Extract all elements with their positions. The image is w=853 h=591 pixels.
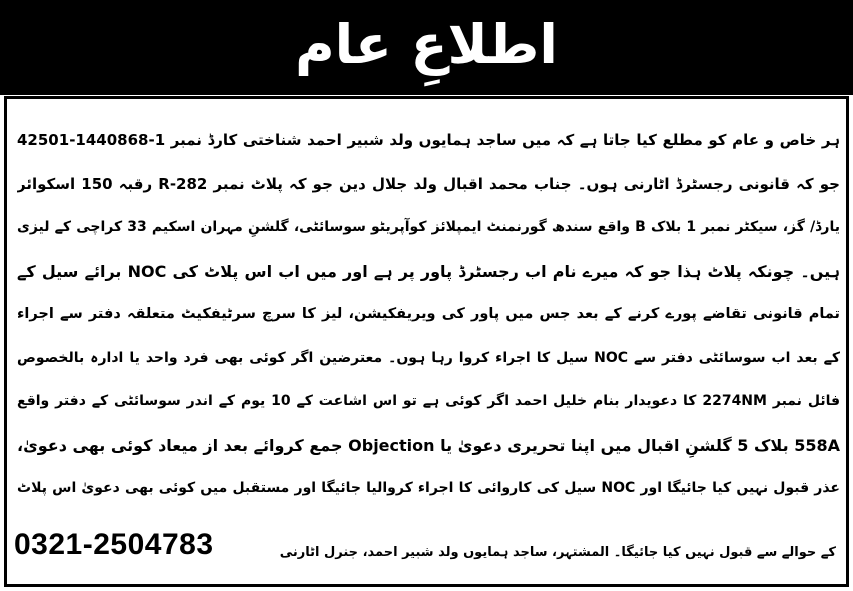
notice-line: جو کہ قانونی رجسٹرڈ اٹارنی ہوں۔ جناب محمد اقبال ولد جلال دین جو کہ پلاٹ نمبر R-282 رقبہ 150 اسکوائر <box>17 174 840 193</box>
contact-phone-number: 0321-2504783 <box>14 528 214 561</box>
notice-line: ہیں۔ چونکہ پلاٹ ہذا جو کہ میرے نام اب رجسٹرڈ پاور پر ہے اور میں اب اس پلاٹ کی NOC برائے سیل کے <box>17 261 840 281</box>
notice-signature-line: کے حوالے سے قبول نہیں کیا جائیگا۔ المشتہر، ساجد ہمایوں ولد شبیر احمد، جنرل اٹارنی <box>279 545 836 560</box>
notice-body-frame <box>4 96 849 587</box>
notice-body <box>17 119 840 511</box>
notice-title: اطلاعِ عام <box>295 12 558 76</box>
notice-line: کے بعد اب سوسائٹی دفتر سے NOC سیل کا اجراء کروا رہا ہوں۔ معترضین اگر کوئی بھی فرد واحد یا ادارہ بالخصوص <box>17 349 840 366</box>
notice-line: فائل نمبر 2274NM کا دعویدار بنام خلیل احمد اگر کوئی ہے تو اس اشاعت کے 10 یوم کے اندر سوسائٹی کے دفتر واقع <box>17 393 840 409</box>
notice-line: 558A بلاک 5 گلشنِ اقبال میں اپنا تحریری دعویٰ یا Objection جمع کروائے بعد از میعاد کوئی بھی دعویٰ، <box>17 435 840 455</box>
notice-line: عذر قبول نہیں کیا جائیگا اور NOC سیل کی کاروائی کا اجراء کروالیا جائیگا اور مستقبل میں کوئی بھی دعویٰ اس پلاٹ <box>17 480 840 496</box>
notice-line: یارڈ/ گز، سیکٹر نمبر 1 بلاک B واقع سندھ گورنمنٹ ایمپلائز کوآپریٹو سوسائٹی، گلشنِ مہران اسکیم 33 کراچی کے لیزی <box>17 219 840 235</box>
notice-line: تمام قانونی تقاضے پورے کرنے کے بعد جس میں پاور کی ویریفکیشن، لیز کا سرچ سرٹیفکیٹ متعلقہ دفتر سے اجراء <box>17 306 840 322</box>
notice-header <box>0 0 853 95</box>
notice-line: ہر خاص و عام کو مطلع کیا جاتا ہے کہ میں ساجد ہمایوں ولد شبیر احمد شناختی کارڈ نمبر 1-1440868-42501 <box>17 131 840 149</box>
